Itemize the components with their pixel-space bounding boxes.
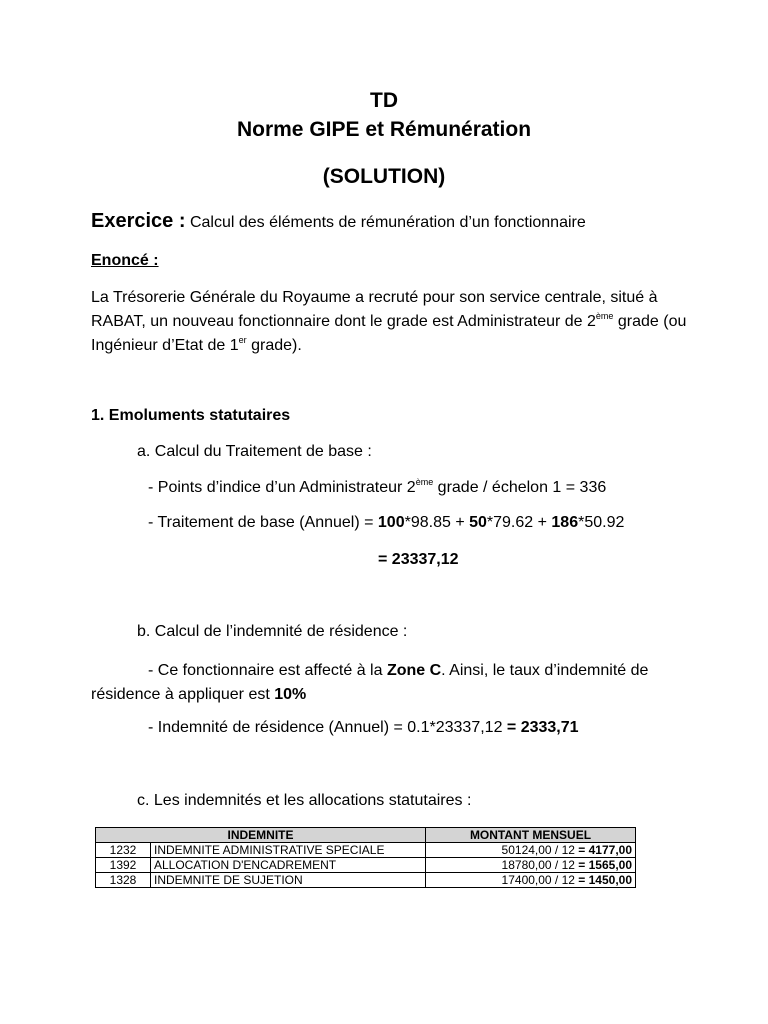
exercice-label: Exercice : <box>91 210 186 232</box>
enonce-sup-2: er <box>238 335 247 345</box>
enonce-text-3: grade). <box>246 337 302 354</box>
enonce-text-1: La Trésorerie Générale du Royaume a recruté pour son service centrale, situé à RABAT, un nouveau fonctionnaire dont le grade est Administrateur de 2 <box>91 289 658 330</box>
row-calc: 18780,00 / 12 <box>501 858 579 872</box>
enonce-label: Enoncé : <box>91 252 159 269</box>
row-result: = 4177,00 <box>578 843 632 857</box>
traitement-factor-1: 100 <box>377 514 405 531</box>
row-code: 1232 <box>96 843 151 858</box>
traitement-rate-3: *50.92 <box>578 514 625 531</box>
section-a-title: a. Calcul du Traitement de base : <box>137 443 372 460</box>
exercice-heading <box>91 210 586 233</box>
enonce-paragraph <box>91 286 691 358</box>
section-b-title: b. Calcul de l’indemnité de résidence : <box>137 623 408 640</box>
points-sup: ème <box>415 477 434 487</box>
zone-text-b: . Ainsi, le taux d’indemnité de résidence à appliquer est <box>91 662 649 703</box>
row-name: INDEMNITE ADMINISTRATIVE SPECIALE <box>151 843 426 858</box>
residence-formula: - Indemnité de résidence (Annuel) = 0.1*23337,12 <box>148 719 507 736</box>
header-indemnite: INDEMNITE <box>96 828 426 843</box>
points-text-b: grade / échelon 1 = 336 <box>433 479 607 496</box>
points-text-a: - Points d’indice d’un Administrateur 2 <box>148 479 416 496</box>
enonce-sup-1: ème <box>595 311 614 321</box>
row-code: 1328 <box>96 873 151 888</box>
doc-title-solution: (SOLUTION) <box>322 165 446 188</box>
section-c-title: c. Les indemnités et les allocations statutaires : <box>137 792 472 809</box>
row-amount <box>426 873 636 888</box>
traitement-factor-3: 186 <box>551 514 579 531</box>
points-indice-line <box>148 479 606 497</box>
traitement-base-line <box>148 514 624 532</box>
table-row <box>96 858 636 873</box>
row-calc: 50124,00 / 12 <box>501 843 579 857</box>
zone-value: Zone C <box>386 662 442 679</box>
traitement-rate-2: *79.62 + <box>486 514 552 531</box>
indemnite-residence-line <box>148 719 579 737</box>
zone-text-a: - Ce fonctionnaire est affecté à la <box>148 662 387 679</box>
row-result: = 1565,00 <box>578 858 632 872</box>
section-1-title: 1. Emoluments statutaires <box>91 407 291 424</box>
traitement-rate-1: *98.85 + <box>404 514 470 531</box>
table-header-row <box>96 828 636 843</box>
row-amount <box>426 843 636 858</box>
doc-title-td: TD <box>370 89 398 112</box>
header-montant: MONTANT MENSUEL <box>426 828 636 843</box>
zone-rate: 10% <box>274 686 307 703</box>
residence-result: = 2333,71 <box>506 719 579 736</box>
row-amount <box>426 858 636 873</box>
table-row <box>96 843 636 858</box>
row-name: INDEMNITE DE SUJETION <box>151 873 426 888</box>
traitement-label: - Traitement de base (Annuel) = <box>148 514 378 531</box>
traitement-result: = 23337,12 <box>378 551 459 568</box>
table-row <box>96 873 636 888</box>
exercice-text: Calcul des éléments de rémunération d’un fonctionnaire <box>185 214 586 231</box>
traitement-factor-2: 50 <box>469 514 487 531</box>
row-result: = 1450,00 <box>578 873 632 887</box>
row-code: 1392 <box>96 858 151 873</box>
doc-title-main: Norme GIPE et Rémunération <box>236 118 532 141</box>
row-calc: 17400,00 / 12 <box>501 873 579 887</box>
row-name: ALLOCATION D'ENCADREMENT <box>151 858 426 873</box>
zone-paragraph <box>91 659 691 707</box>
enonce-text-2: grade (ou Ingénieur d’Etat de 1 <box>91 313 687 354</box>
indemnites-table <box>95 827 636 888</box>
